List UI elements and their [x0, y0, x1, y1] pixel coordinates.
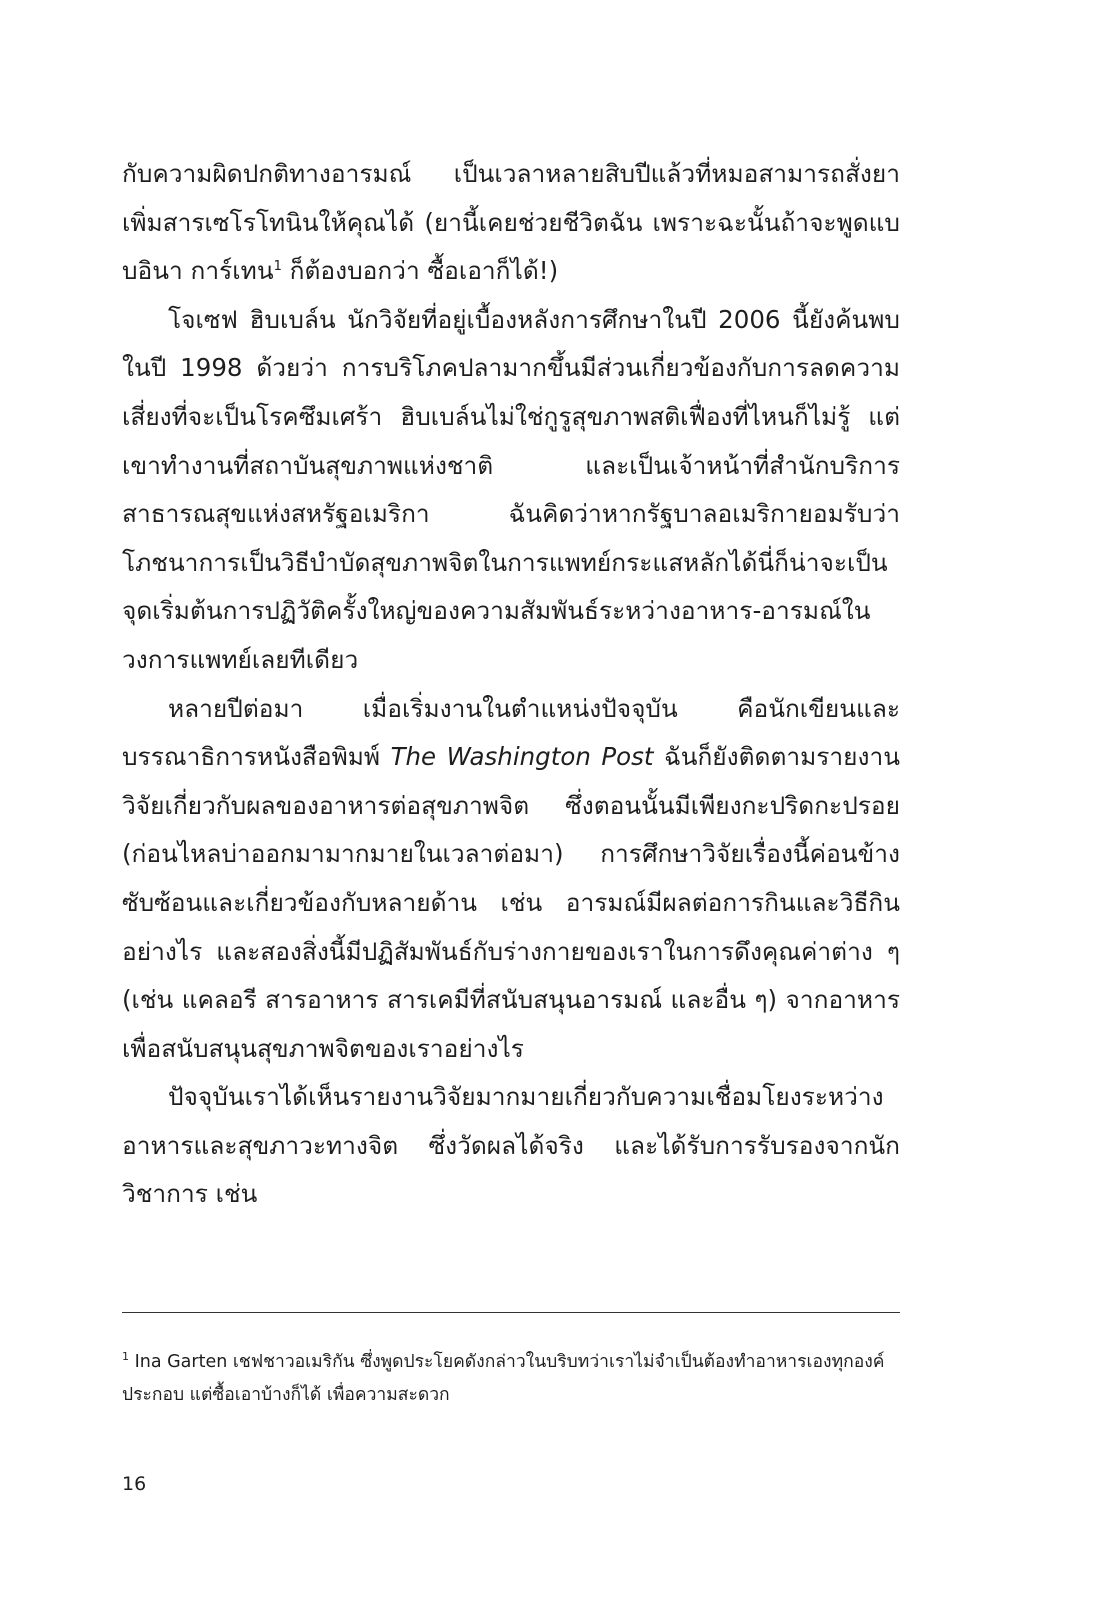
body-text: [122, 150, 900, 1219]
footnote-reference[interactable]: 1: [273, 259, 282, 275]
footnote-divider: [122, 1312, 900, 1313]
footnote-text: Ina Garten เชฟชาวอเมริกัน ซึ่งพูดประโยคดังกล่าวในบริบทว่าเราไม่จำเป็นต้องทำอาหารเองทุกองค์ประกอบ แต่ซื้อเอาบ้างก็ได้ เพื่อความสะดวก: [122, 1352, 885, 1405]
paragraph-1-text-end: ก็ต้องบอกว่า ซื้อเอาก็ได้!): [281, 256, 559, 286]
publication-title: The Washington Post: [390, 742, 654, 772]
paragraph-1-text: กับความผิดปกติทางอารมณ์ เป็นเวลาหลายสิบปีแล้วที่หมอสามารถสั่งยาเพิ่มสารเซโรโทนินให้คุณได้ (ยานี้เคยช่วยชีวิตฉัน เพราะฉะนั้นถ้าจะพูดแบบอินา การ์เทน: [122, 159, 900, 286]
footnote: [122, 1346, 900, 1412]
footnote-marker: 1: [122, 1350, 129, 1364]
page-number: 16: [122, 1473, 147, 1495]
paragraph-3-text-end: ฉันก็ยังติดตามรายงานวิจัยเกี่ยวกับผลของอาหารต่อสุขภาพจิต ซึ่งตอนนั้นมีเพียงกะปริดกะปรอย (ก่อนไหลบ่าออกมามากมายในเวลาต่อมา) การศึกษาวิจัยเรื่องนี้ค่อนข้างซับซ้อนและเกี่ยวข้องกับหลายด้าน เช่น อารมณ์มีผลต่อการกินและวิธีกินอย่างไร และสองสิ่งนี้มีปฏิสัมพันธ์กับร่างกายของเราในการดึงคุณค่าต่าง ๆ (เช่น แคลอรี สารอาหาร สารเคมีที่สนับสนุนอารมณ์ และอื่น ๆ) จากอาหารเพื่อสนับสนุนสุขภาพจิตของเราอย่างไร: [122, 742, 901, 1063]
paragraph-3: [122, 685, 900, 1074]
paragraph-4: ปัจจุบันเราได้เห็นรายงานวิจัยมากมายเกี่ยวกับความเชื่อมโยงระหว่างอาหารและสุขภาวะทางจิต ซึ่งวัดผลได้จริง และได้รับการรับรองจากนักวิชาการ เช่น: [122, 1082, 900, 1209]
paragraph-1: [122, 150, 900, 296]
paragraph-3-text: หลายปีต่อมา เมื่อเริ่มงานในตำแหน่งปัจจุบัน คือนักเขียนและบรรณาธิการหนังสือพิมพ์: [122, 693, 900, 772]
paragraph-2: โจเซฟ ฮิบเบล์น นักวิจัยที่อยู่เบื้องหลังการศึกษาในปี 2006 นี้ยังค้นพบในปี 1998 ด้วยว่า การบริโภคปลามากขึ้นมีส่วนเกี่ยวข้องกับการลดความเสี่ยงที่จะเป็นโรคซึมเศร้า ฮิบเบล์นไม่ใช่กูรูสุขภาพสติเฟื่องที่ไหนก็ไม่รู้ แต่เขาทำงานที่สถาบันสุขภาพแห่งชาติ และเป็นเจ้าหน้าที่สำนักบริการสาธารณสุขแห่งสหรัฐอเมริกา ฉันคิดว่าหากรัฐบาลอเมริกายอมรับว่าโภชนาการเป็นวิธีบำบัดสุขภาพจิตในการแพทย์กระแสหลักได้นี่ก็น่าจะเป็นจุดเริ่มต้นการปฏิวัติครั้งใหญ่ของความสัมพันธ์ระหว่างอาหาร-อารมณ์ในวงการแพทย์เลยทีเดียว: [122, 304, 900, 674]
